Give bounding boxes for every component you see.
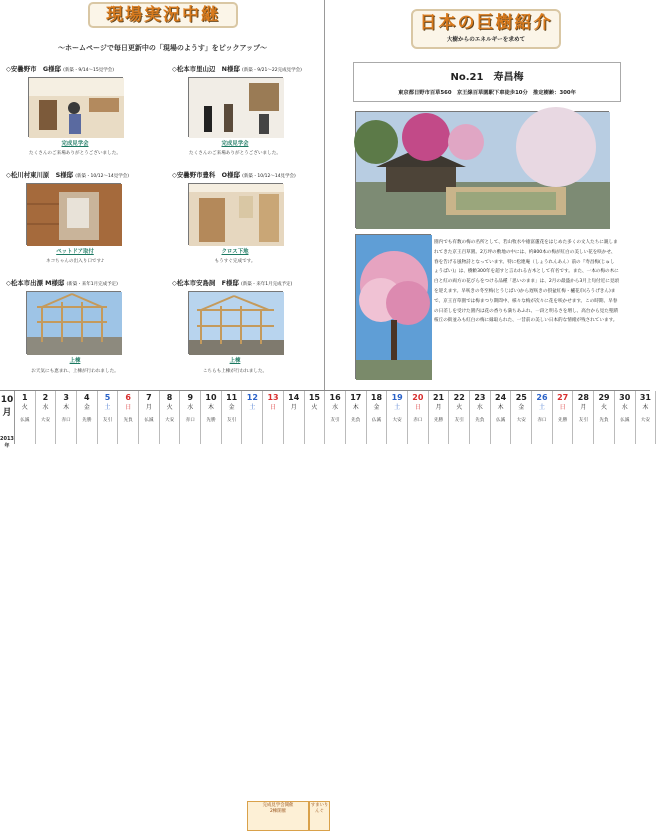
day-rokuyo: 先勝 (82, 418, 92, 423)
tree-article: 園内でも有数の梅の名所として、若山牧水や徳富蘆花をはじめた多くの文人たちに親しまれてきた京王百草園。2万坪の敷地の中には、約800本の梅が紅白の美しい花を咲かせ、春を告げる風物詩となっています。特に松連庵（しょうれんあん）前の『寿昌梅(じゅしょうばい)』は、樹齢300年を超すと言われる古木として有名です。また、一本の梅の木に白と紅の両方の花びらをつける品種「思いのまま」は、2月の最盛から3月上旬付近に見頃を迎えます。早咲きの冬至梅(とうじばい)から遅咲きの摂盆紅梅・櫨花巾(ろうげきん)まで、京王百草園では梅まつり期間中、様々な梅が次々に花を咲かせます。この時期、早春の日差しを受けた園内は花の香りも満ちあふれ、一段と明るさを増し、高台から見た聖蹟桜丘の街並みも紅白の梅に縁取られた、一昔前の美しい日本的な情緒が残されています。 (434, 240, 620, 324)
day-weekday: 木 (63, 404, 70, 411)
day-weekday: 水 (476, 404, 483, 411)
day-number: 24 (495, 393, 507, 402)
day-number: 5 (104, 393, 111, 402)
calendar-day (284, 391, 305, 444)
day-weekday: 火 (21, 404, 28, 411)
site-caption: 上棟 (229, 358, 241, 364)
day-weekday: 日 (270, 404, 277, 411)
event-sumairing (309, 801, 330, 831)
event-title: すまいりんぐ (310, 803, 329, 814)
day-weekday: 金 (518, 404, 525, 411)
day-rokuyo: 先負 (599, 418, 609, 423)
day-rokuyo: 先勝 (558, 418, 568, 423)
day-rokuyo: 先負 (123, 418, 133, 423)
day-number: 2 (42, 393, 49, 402)
day-number: 20 (412, 393, 424, 402)
day-rokuyo: 仏滅 (20, 418, 30, 423)
site-photo (26, 291, 121, 354)
site-heading: ◇安曇野市豊科 O様邸 (新築・10/12～14見学会) (172, 171, 296, 179)
calendar-day (449, 391, 470, 444)
site-description: たくさんのご来場ありがとうございました。 (29, 151, 121, 156)
calendar-day (56, 391, 77, 444)
calendar-day (77, 391, 98, 444)
day-number: 28 (577, 393, 589, 402)
site-heading: ◇松川村東川原 S様邸 (新築・10/12～14見学会) (6, 171, 129, 179)
day-weekday: 日 (125, 404, 132, 411)
calendar-day (160, 391, 181, 444)
day-weekday: 日 (559, 404, 566, 411)
day-rokuyo: 仏滅 (144, 418, 154, 423)
day-number: 9 (187, 393, 194, 402)
day-rokuyo: 友引 (102, 418, 113, 423)
calendar-day (532, 391, 553, 444)
left-page (0, 0, 325, 390)
day-weekday: 火 (166, 404, 173, 411)
day-number: 18 (370, 393, 383, 402)
day-weekday: 月 (435, 404, 442, 411)
day-weekday: 金 (373, 404, 380, 411)
day-weekday: 火 (311, 404, 318, 411)
site-photo (26, 183, 121, 245)
day-number: 13 (267, 393, 279, 402)
day-weekday: 土 (394, 404, 401, 411)
site-caption: 上棟 (69, 358, 81, 364)
day-weekday: 水 (42, 404, 49, 411)
calendar-day (615, 391, 636, 444)
day-number: 4 (84, 393, 90, 402)
day-number: 3 (63, 393, 69, 402)
calendar-day (222, 391, 243, 444)
day-weekday: 土 (104, 404, 111, 411)
site-heading: ◇松本市里山辺 N様邸 (新築・9/21～22完成見学会) (172, 65, 302, 73)
day-weekday: 月 (290, 404, 297, 411)
left-page-title: 現場実況中継 (88, 2, 238, 28)
site-photo (188, 77, 283, 137)
day-number: 30 (619, 393, 631, 402)
day-weekday: 月 (145, 404, 152, 411)
day-weekday: 月 (580, 404, 587, 411)
day-weekday: 水 (187, 404, 194, 411)
calendar-day (367, 391, 388, 444)
garden-photo (355, 111, 609, 228)
day-weekday: 土 (538, 404, 545, 411)
site-photo (188, 183, 283, 245)
plum-tree-photo (355, 234, 431, 379)
site-heading: ◇安曇野市 G様邸 (新築・9/14～15見学会) (6, 65, 114, 73)
calendar-day (491, 391, 512, 444)
day-number: 26 (536, 393, 548, 402)
day-rokuyo: 赤口 (413, 418, 423, 423)
site-description: ネコちゃんの出入り口です♪ (45, 259, 105, 264)
day-rokuyo: 大安 (164, 418, 175, 423)
calendar-day (387, 391, 408, 444)
calendar-strip (0, 390, 651, 814)
day-rokuyo: 友引 (227, 418, 237, 423)
day-number: 23 (474, 393, 486, 402)
right-page-subtitle: 大樹からのエネルギーを求めて (446, 37, 526, 43)
right-page-title-box (411, 9, 561, 49)
day-weekday: 火 (456, 404, 463, 411)
day-rokuyo: 先勝 (433, 418, 444, 423)
calendar-day (470, 391, 491, 444)
day-weekday: 水 (621, 404, 628, 411)
day-number: 8 (166, 393, 173, 402)
day-number: 16 (329, 393, 341, 402)
day-rokuyo: 大安 (392, 418, 402, 423)
site-heading: ◇松本市安島詞 F様邸 (新築・来年1月完成予定) (172, 279, 293, 287)
day-weekday: 金 (83, 404, 90, 411)
calendar-days (15, 391, 656, 444)
site-description: こちらも上棟が行われました。 (202, 369, 268, 374)
day-rokuyo: 大安 (516, 418, 526, 423)
day-number: 14 (288, 393, 300, 402)
day-number: 17 (350, 393, 362, 402)
day-number: 25 (515, 393, 527, 402)
tree-name: No.21 寿昌梅 (450, 72, 524, 83)
day-number: 11 (226, 393, 238, 402)
calendar-day (242, 391, 263, 444)
right-page-title: 日本の巨樹紹介 (419, 13, 553, 33)
calendar-day (263, 391, 284, 444)
site-caption: 完成見学会 (61, 141, 89, 147)
day-number: 12 (246, 393, 258, 402)
tree-address: 東京都日野市百草560 京王線百草園駅下車徒歩10分 推定樹齢：300年 (398, 90, 576, 96)
calendar-day (180, 391, 201, 444)
day-number: 1 (21, 393, 28, 402)
day-number: 19 (391, 393, 403, 402)
calendar-day (201, 391, 222, 444)
calendar-day (511, 391, 532, 444)
day-weekday: 水 (332, 404, 339, 411)
day-rokuyo: 先負 (475, 418, 485, 423)
day-weekday: 木 (352, 404, 359, 411)
calendar-day (98, 391, 119, 444)
day-weekday: 木 (497, 404, 504, 411)
day-weekday: 火 (601, 404, 608, 411)
day-number: 31 (639, 393, 651, 402)
day-number: 7 (146, 393, 152, 402)
day-number: 29 (598, 393, 610, 402)
year-label: 2013年 (0, 436, 14, 449)
day-rokuyo: 先勝 (206, 418, 216, 423)
site-caption: ペットドア取付 (56, 249, 94, 255)
calendar-day (15, 391, 36, 444)
day-rokuyo: 友引 (330, 418, 340, 423)
day-rokuyo: 仏滅 (371, 418, 382, 423)
day-rokuyo: 大安 (40, 418, 51, 423)
site-caption: 完成見学会 (221, 141, 249, 147)
day-number: 27 (557, 393, 569, 402)
site-description: たくさんのご来場ありがとうございました。 (189, 151, 281, 156)
calendar-day (325, 391, 346, 444)
calendar-day (36, 391, 57, 444)
day-rokuyo: 赤口 (61, 418, 71, 423)
event-detail: 2棟開催 (270, 809, 286, 814)
day-rokuyo: 赤口 (537, 418, 547, 423)
right-page (325, 0, 650, 390)
left-page-subtitle: ～ホームページで毎日更新中の「現場のようす」をピックアップ～ (57, 44, 268, 52)
calendar-day (408, 391, 429, 444)
event-title: 完成見学会開催 (262, 803, 294, 808)
tree-header (353, 62, 621, 102)
month-label: 10月 (0, 395, 14, 418)
day-number: 22 (453, 393, 465, 402)
day-rokuyo: 大安 (640, 418, 650, 423)
day-rokuyo: 仏滅 (620, 418, 630, 423)
day-rokuyo: 先負 (351, 418, 361, 423)
calendar-day (594, 391, 615, 444)
day-number: 21 (432, 393, 445, 402)
site-description: お天気にも恵まれ、上棟が行われました。 (31, 369, 119, 374)
calendar-day (118, 391, 139, 444)
site-description: もうすぐ完成です。 (214, 259, 256, 264)
calendar-day (139, 391, 160, 444)
day-weekday: 木 (207, 404, 214, 411)
day-rokuyo: 赤口 (185, 418, 195, 423)
calendar-day (573, 391, 594, 444)
site-caption: クロス下地 (221, 249, 249, 255)
day-number: 10 (205, 393, 217, 402)
day-weekday: 日 (414, 404, 421, 411)
site-photo (188, 291, 283, 354)
calendar-day (553, 391, 574, 444)
day-rokuyo: 友引 (578, 418, 588, 423)
calendar-day (636, 391, 656, 444)
calendar-month (0, 391, 15, 449)
day-number: 6 (125, 393, 131, 402)
day-weekday: 土 (249, 404, 256, 411)
site-heading: ◇松本市出漂 M様邸 (新築・来年1月完成予定) (6, 279, 118, 287)
day-number: 15 (308, 393, 320, 402)
day-weekday: 木 (642, 404, 649, 411)
calendar-day (305, 391, 326, 444)
site-photo (28, 77, 123, 137)
calendar-day (429, 391, 450, 444)
calendar-day (346, 391, 367, 444)
day-weekday: 金 (228, 404, 235, 411)
day-rokuyo: 仏滅 (495, 418, 506, 423)
event-open-house (247, 801, 309, 831)
day-rokuyo: 友引 (454, 418, 464, 423)
